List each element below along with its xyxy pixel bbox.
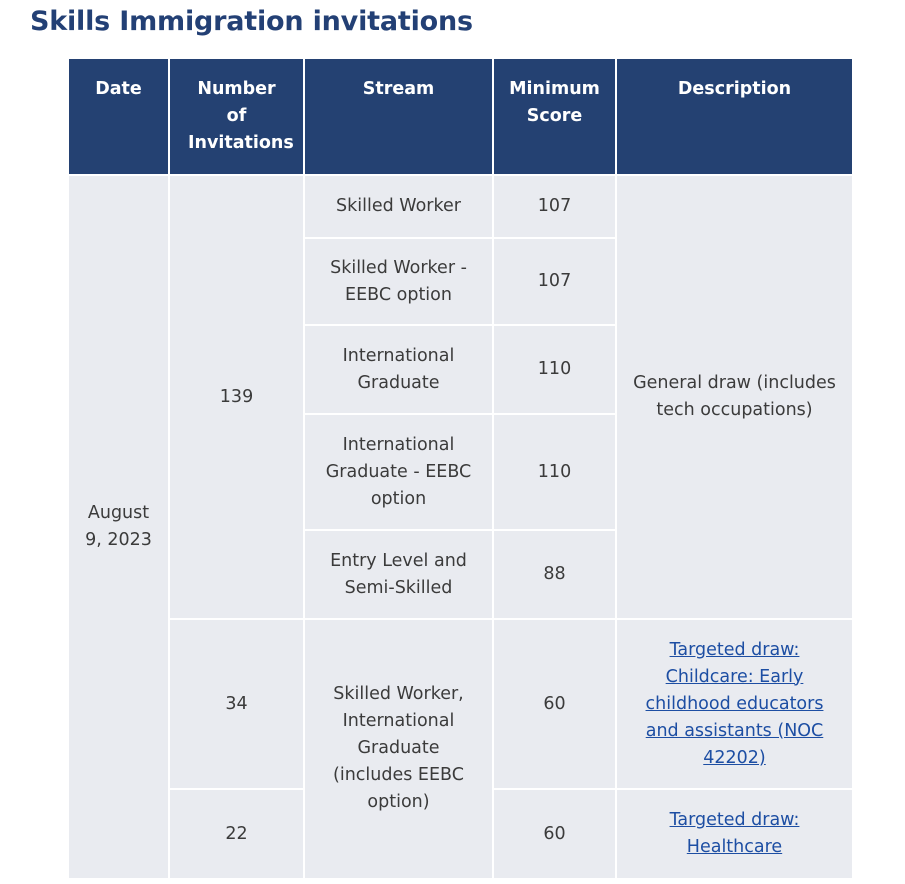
childcare-draw-link[interactable]: Targeted draw: Childcare: Early childhood educators and assistants (NOC 42202) [645, 639, 824, 768]
score-cell: 60 [493, 789, 616, 879]
description-cell: General draw (includes tech occupations) [616, 175, 853, 619]
stream-cell: Skilled Worker [304, 175, 493, 238]
score-cell: 110 [493, 325, 616, 414]
date-cell: August 9, 2023 [68, 175, 169, 879]
stream-cell: International Graduate - EEBC option [304, 414, 493, 530]
stream-cell: International Graduate [304, 325, 493, 414]
score-cell: 60 [493, 619, 616, 789]
table-row [68, 175, 853, 238]
header-description: Description [616, 58, 853, 175]
header-stream: Stream [304, 58, 493, 175]
header-invitations: Number of Invitations [169, 58, 304, 175]
stream-cell: Skilled Worker, International Graduate (includes EEBC option) [304, 619, 493, 879]
page-title: Skills Immigration invitations [30, 6, 473, 37]
description-cell [616, 619, 853, 789]
header-minimum-score: Minimum Score [493, 58, 616, 175]
score-cell: 88 [493, 530, 616, 619]
invitations-cell: 22 [169, 789, 304, 879]
stream-cell: Entry Level and Semi-Skilled [304, 530, 493, 619]
stream-cell: Skilled Worker - EEBC option [304, 238, 493, 325]
invitations-table [67, 57, 854, 880]
description-cell [616, 789, 853, 879]
header-date: Date [68, 58, 169, 175]
table-row [68, 619, 853, 789]
score-cell: 107 [493, 175, 616, 238]
score-cell: 107 [493, 238, 616, 325]
invitations-cell: 34 [169, 619, 304, 789]
score-cell: 110 [493, 414, 616, 530]
header-row [68, 58, 853, 175]
invitations-cell: 139 [169, 175, 304, 619]
healthcare-draw-link[interactable]: Targeted draw: Healthcare [669, 810, 800, 857]
